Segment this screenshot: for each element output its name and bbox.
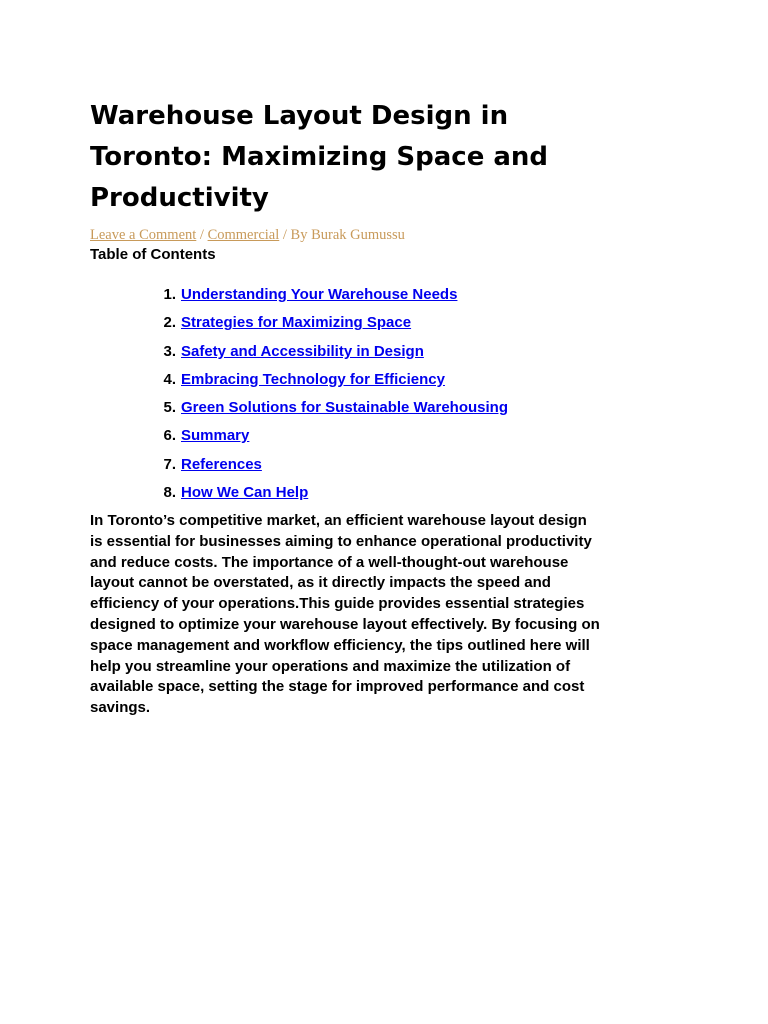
toc-link-how-we-can-help[interactable]: How We Can Help — [181, 484, 309, 502]
intro-line: efficiency of your operations.This guide provides essential strategies — [90, 595, 585, 613]
toc-link-technology[interactable]: Embracing Technology for Efficiency — [181, 370, 445, 388]
title-line: Productivity — [90, 183, 269, 213]
intro-line: and reduce costs. The importance of a well-thought-out warehouse — [90, 553, 569, 571]
toc-number: 4. — [163, 370, 176, 388]
toc-link-safety-accessibility[interactable]: Safety and Accessibility in Design — [181, 342, 424, 360]
intro-line: layout cannot be overstated, as it directly impacts the speed and — [90, 574, 551, 592]
toc-number: 5. — [163, 399, 176, 417]
leave-comment-link[interactable]: Leave a Comment — [90, 227, 197, 243]
intro-line: designed to optimize your warehouse layout effectively. By focusing on — [90, 615, 600, 633]
toc-number: 7. — [163, 455, 176, 473]
intro-line: savings. — [90, 699, 151, 717]
toc-number: 8. — [163, 484, 176, 502]
toc-number: 2. — [163, 314, 176, 332]
intro-line: is essential for businesses aiming to enhance operational productivity — [90, 532, 592, 550]
title-line: Toronto: Maximizing Space and — [90, 142, 549, 172]
toc-link-warehouse-needs[interactable]: Understanding Your Warehouse Needs — [181, 286, 458, 303]
intro-line: available space, setting the stage for improved performance and cost — [90, 678, 585, 696]
intro-line: help you streamline your operations and maximize the utilization of — [90, 657, 571, 675]
toc-link-references[interactable]: References — [181, 455, 262, 473]
meta-separator: / — [196, 227, 208, 243]
intro-line: In Toronto’s competitive market, an efficient warehouse layout design — [90, 512, 587, 529]
toc-number: 3. — [163, 342, 176, 360]
category-link[interactable]: Commercial — [207, 227, 280, 243]
page-title — [90, 96, 690, 219]
toc-link-maximizing-space[interactable]: Strategies for Maximizing Space — [181, 314, 412, 332]
toc-link-green-solutions[interactable]: Green Solutions for Sustainable Warehousing — [181, 399, 508, 417]
author-byline: / By Burak Gumussu — [279, 227, 405, 243]
toc-number: 6. — [163, 427, 176, 445]
intro-line: space management and workflow efficiency, the tips outlined here will — [90, 636, 590, 654]
toc-number: 1. — [163, 286, 176, 303]
title-line: Warehouse Layout Design in — [90, 101, 509, 131]
toc-link-summary[interactable]: Summary — [181, 427, 250, 445]
intro-paragraph — [90, 511, 690, 719]
post-meta — [90, 226, 405, 244]
toc-heading: Table of Contents — [90, 246, 216, 263]
